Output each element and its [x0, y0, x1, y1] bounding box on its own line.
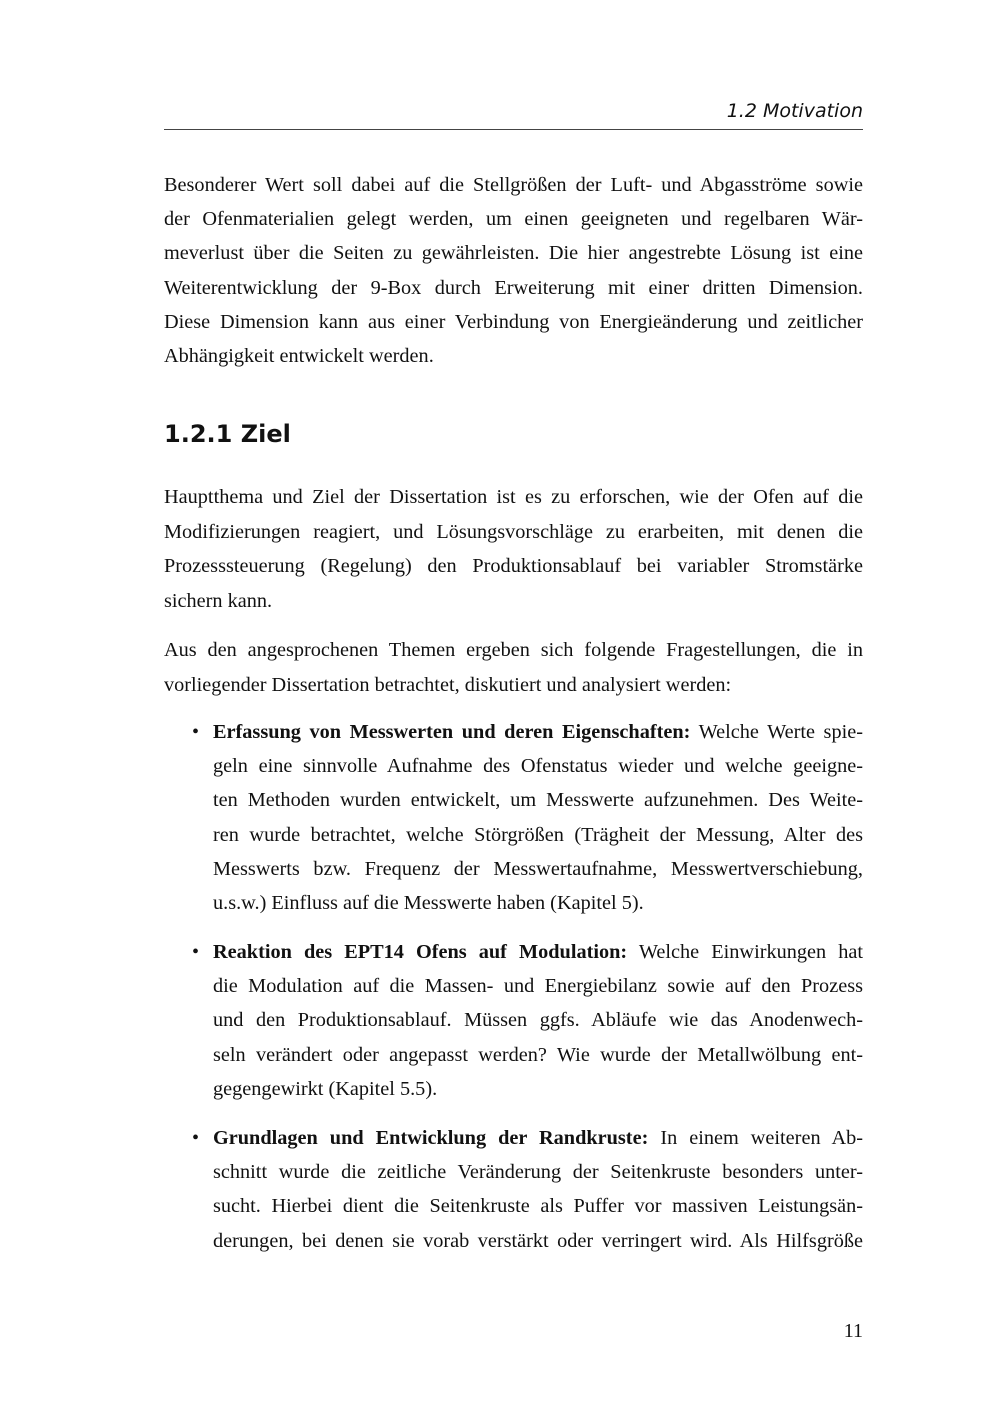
list-item-text: In einem weiteren Ab-	[648, 1127, 863, 1149]
bullet-icon: •	[192, 941, 200, 963]
section-heading: 1.2.1 Ziel	[164, 420, 291, 448]
text-line: Hauptthema und Ziel der Dissertation ist es zu erforschen, wie der Ofen auf die	[164, 486, 863, 508]
text-line: sucht. Hierbei dient die Seitenkruste als Puffer vor massiven Leistungsän-	[213, 1195, 863, 1218]
bullet-icon: •	[192, 721, 200, 743]
list-item-title: Reaktion des EPT14 Ofens auf Modulation:	[213, 941, 628, 963]
text-line: seln verändert oder angepasst werden? Wie wurde der Metallwölbung ent-	[213, 1043, 863, 1066]
text-line: derungen, bei denen sie vorab verstärkt oder verringert wird. Als Hilfsgröße	[213, 1229, 863, 1252]
text-line: u.s.w.) Einfluss auf die Messwerte haben (Kapitel 5).	[213, 892, 644, 914]
running-header: 1.2 Motivation	[726, 100, 863, 122]
list-item-text: Welche Einwirkungen hat	[627, 941, 864, 963]
text-line: schnitt wurde die zeitliche Veränderung der Seitenkruste besonders unter-	[213, 1161, 863, 1184]
header-rule	[164, 129, 863, 130]
text-line: gegengewirkt (Kapitel 5.5).	[213, 1077, 438, 1100]
list-item-first-line	[213, 940, 863, 964]
text-line: Aus den angesprochenen Themen ergeben sich folgende Fragestellungen, die in	[164, 639, 863, 661]
text-line: Messwerts bzw. Frequenz der Messwertaufnahme, Messwertverschiebung,	[213, 857, 863, 880]
text-line: sichern kann.	[164, 590, 273, 613]
text-line: geln eine sinnvolle Aufnahme des Ofenstatus wieder und welche geeigne-	[213, 755, 863, 778]
text-line: Abhängigkeit entwickelt werden.	[164, 345, 434, 367]
text-line: Diese Dimension kann aus einer Verbindung von Energieänderung und zeitlicher	[164, 310, 863, 333]
text-line: meverlust über die Seiten zu gewährleisten. Die hier angestrebte Lösung ist eine	[164, 242, 863, 265]
text-line: Besonderer Wert soll dabei auf die Stellgrößen der Luft- und Abgasströme sowie	[164, 174, 863, 196]
list-item-title: Grundlagen und Entwicklung der Randkruste:	[213, 1127, 649, 1149]
text-line: der Ofenmaterialien gelegt werden, um einen geeigneten und regelbaren Wär-	[164, 208, 863, 231]
text-line: Prozesssteuerung (Regelung) den Produktionsablauf bei variabler Stromstärke	[164, 555, 863, 578]
text-line: Weiterentwicklung der 9-Box durch Erweiterung mit einer dritten Dimension.	[164, 276, 863, 299]
list-item-first-line	[213, 720, 863, 744]
list-item-first-line	[213, 1126, 863, 1150]
text-line: und den Produktionsablauf. Müssen ggfs. Abläufe wie das Anodenwech-	[213, 1009, 863, 1032]
list-item-text: Welche Werte spie-	[690, 721, 863, 743]
list-item-title: Erfassung von Messwerten und deren Eigenschaften:	[213, 721, 691, 743]
text-line: Modifizierungen reagiert, und Lösungsvorschläge zu erarbeiten, mit denen die	[164, 520, 863, 543]
text-line: ren wurde betrachtet, welche Störgrößen (Trägheit der Messung, Alter des	[213, 823, 863, 846]
bullet-icon: •	[192, 1127, 200, 1149]
text-line: vorliegender Dissertation betrachtet, diskutiert und analysiert werden:	[164, 673, 732, 696]
page-number: 11	[843, 1320, 863, 1342]
text-line: ten Methoden wurden entwickelt, um Messwerte aufzunehmen. Des Weite-	[213, 789, 863, 812]
text-line: die Modulation auf die Massen- und Energiebilanz sowie auf den Prozess	[213, 975, 863, 998]
